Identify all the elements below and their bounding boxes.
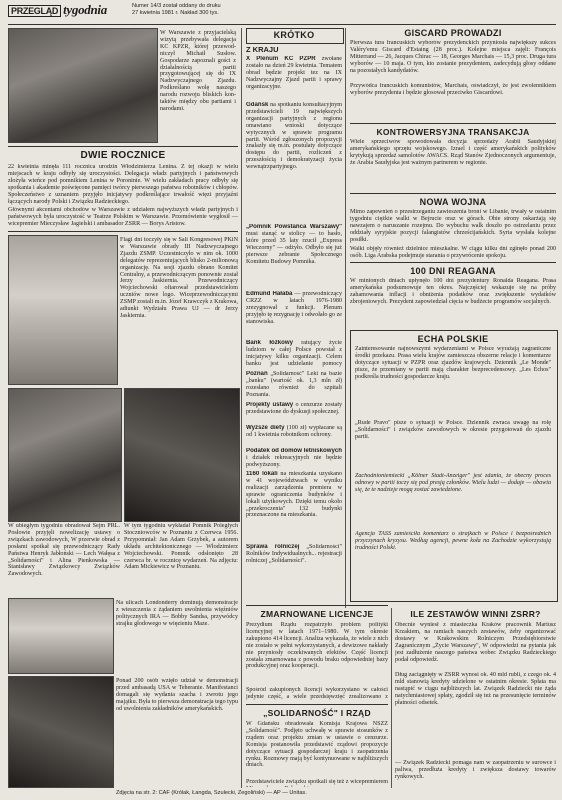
krotko-item-7-head: Projekty ustawy: [246, 402, 294, 408]
column-rule: [345, 28, 346, 608]
divider: [8, 231, 238, 232]
article-nowa-wojna-2: Walki objęły również dzielnice mieszkalne. W ciągu kilku dni zginęło ponad 200 osób. Liga Arabska podejmuje starania o przywrócenie spokoju.: [350, 246, 556, 259]
article-giscard: Pierwsza tura francuskich wyborów prezydenckich przyniosła największy sukces Valéry'emu Giscard d'Estaing (28 proc.). Kolejne miejsca zajęli: François Mitterrand — 26, Jacques Chirac — 18, Georges Marchais — 15,3 proc. Druga tura wyborów — 10 maja. O tym, kto zostanie prezydentem, zadecydują głosy oddane na pozostałych kandydatów.: [350, 40, 556, 74]
krotko-item-3-text: musi stanąć w stolicy — to hasło, które przed 35 laty rzucił „Express Wieczorny" — odżyło. Odbyło się już pierwsze zebranie Społecznego Komitetu Budowy Pomnika.: [246, 230, 342, 265]
krotko-item-9-head: Podatek od domów letniskowych: [246, 448, 342, 454]
caption-teheran: Ponad 200 osób wzięło udział w demonstracji przed ambasadą USA w Teheranie. Manifestanci domagali się wydania szacha i zwrotu jego majątku. Była to pierwsza demonstracja tego typu od uwolnienia zakładników amerykańskich.: [116, 678, 238, 712]
masthead-logo: [8, 2, 107, 18]
caption-zsmp: Flagi dni toczyły się w Sali Kongresowej PKiN w Warszawie obrady III Nadzwyczajnego Zjazdu ZSMP. Uczestniczyło w nim ok. 1000 delegatów reprezentujących blisko 2-milionową organizację. Na sesji zjazdu obrano Komitet Centralny, a przewodniczącym ponownie został Jerzy Jaskiernia. Przewodniczący Wojciechowski ofiarował przedstawicielom uczniów nowe logo. Wiceprzewodniczącymi ZSMP zostali m.in. Józef Krawczyk z Krakowa, adiunkt Wydziału Prawa UJ — dr Jerzy Jaskiernia.: [120, 237, 238, 319]
article-solidarnosc: W Gdańsku obradowała Komisja Krajowa NSZZ „Solidarność". Podjęto uchwałę w sprawie stosunków z rządem oraz projektu zmian w ustawie o cenzurze. Komisja postanowiła przedstawić rządowi propozycje dotyczące sytuacji gospodarczej kraju i zaopatrzenia rynku. Rozmowy mają być kontynuowane w najbliższych dniach.: [246, 721, 388, 769]
logo-box: PRZEGLĄD: [8, 5, 61, 17]
article-echa-2: „Rude Pravo" pisze o sytuacji w Polsce. Dziennik zwraca uwagę na rolę „Solidarności" i związków zawodowych w okresie przygotowań do zjazdu partii.: [355, 420, 551, 440]
krotko-item-9-text: i działek rekreacyjnych nie będzie podwyższony.: [246, 454, 342, 468]
article-transakcja: Wiele sprzeciwów spowodowała decyzja sprzedaży Arabii Saudyjskiej amerykańskiego sprzętu wojskowego. Izrael i część amerykańskich polityków krytykują sprzedaż samolotów AWACS. Rząd Stanów Zjednoczonych argumentuje, że Arabia Saudyjska jest ważnym partnerem w regionie.: [350, 139, 556, 166]
krotko-item-7-text: o cenzurze zostały przedstawione do dyskusji społecznej.: [246, 402, 342, 415]
krotko-item-11-text: „Solidarności" Rolników Indywidualnych... rejestracji rolniczej „Solidarności".: [246, 544, 342, 564]
krotko-item-6: [246, 371, 342, 399]
article-zsrr-2: Dług zaciągnięty w ZSRR wynosi ok. 40 mld rubli, z czego ok. 4 mld stanowią kredyty udzielone w ostatnim okresie. Spłata ma nastąpić w ciągu najbliższych lat. Związek Radziecki nie żąda natychmiastowej spłaty, zgodził się też na przesunięcie terminów płatności odsetek.: [395, 672, 556, 706]
krotko-item-10-text: na mieszkania uzyskano w 41 województwach w wyniku realizacji zarządzenia premiera w sprawie ograniczenia budynków i lokali użytkowych. Dzięki temu około „przekroczenia" 132 budynki przeznaczone na mieszkania.: [246, 471, 342, 519]
headline-nowa-wojna: NOWA WOJNA: [419, 197, 487, 207]
photo-sejm: [8, 388, 122, 522]
krotko-item-10-head: 1160 lokali: [246, 471, 278, 477]
article-echa-4: Agencja TASS zamieściła komentarz o strajkach w Polsce i bezpośrednich przyczynach kryzysu. Według agencji, pewne koła na Zachodzie wykorzystują trudności Polski.: [355, 531, 551, 551]
issue-line-1: Numer 14/3 został oddany do druku: [132, 3, 221, 9]
article-nowa-wojna: Mimo zapewnień o przestrzeganiu zawieszenia broni w Libanie, trwały w ostatnim tygodniu ciężkie walki w Bejrucie oraz w górach. Obie strony oskarżają się nawzajem o naruszanie rozejmu. Do wybuchu walk doszło po ostrzelaniu przez oddziały syryjskie pozycji falangistów chrześcijańskich. Syria wysłała kolejne posiłki.: [350, 209, 556, 243]
krotko-item-4: [246, 291, 342, 337]
krotko-item-1-text: zwołane zostało na dzień 29 kwietnia. Tematem obrad będzie projekt tez na IX Nadzwyczajny Zjazd partii i sprawy organizacyjne.: [246, 56, 342, 90]
article-dwie-rocznice: 22 kwietnia minęła 111 rocznica urodzin Włodzimierza Lenina. Z tej okazji w wielu miejscach w kraju odbyły się uroczystości. Delegacja władz partyjnych i państwowych złożyła wieńce pod pomnikiem Lenina w Poroninie. W wielu zakładach pracy odbyły się spotkania i akademie poświęcone pamięci twórcy pierwszego państwa robotników i chłopów. Społeczeństwo z uznaniem przyjęło inicjatywy podkreślające trwałość więzi przyjaźni łączących narody Polski i Związku Radzieckiego.: [8, 164, 238, 205]
article-echa: Zainteresowanie najnowszymi wydarzeniami w Polsce wyrażają zagraniczne środki przekazu. Prasa wielu krajów zamieszcza obszerne relacje i komentarze dotyczące sytuacji w PZPR oraz zjazdów krajowych. Dziennik „Le Monde" pisze, że przemiany w partii mają charakter bezprecedensowy. „Les Échos" podkreśla trudności gospodarcze kraju.: [355, 346, 551, 380]
krotko-item-4-text: — przewodniczący CRZZ w latach 1976-1980 zrezygnował z funkcji. Plenum przyjęło tę rezygnację i odwołało go ze stanowiska.: [246, 291, 342, 325]
article-reagan: W minionych dniach upłynęło 100 dni prezydentury Ronalda Reagana. Prasa amerykańska podsumowuje ten okres. Najczęściej wskazuje się na próby zahamowania inflacji i obniżenia podatków oraz zwiększenie wydatków zbrojeniowych. Prezydent zapowiedział cięcia w budżecie programów socjalnych.: [350, 278, 556, 305]
article-zsrr: Obecnie wyniesł z miasteczka Kraków pracownik Mariusz Krzakiem, na ramiach naszych zestawów, żeby organizować dostawy w Krakowskim Rolniczym Przedsiębiorstwie Zagranicznym „Życie Warszawy", W odpowiedzi na pytania jak jest zadłużenie naszego państwa wobec Związku Radzieckiego podał odpowiedź.: [395, 622, 556, 663]
krotko-item-10: [246, 471, 342, 541]
headline-reagan: 100 DNI REAGANA: [410, 266, 496, 276]
photo-delegation: [8, 28, 158, 143]
divider: [350, 123, 556, 124]
krotko-item-8-text: (100 zł) wypłacane są od 1 kwietnia robotnikom ochrony.: [246, 425, 342, 438]
krotko-item-4-head: Edmund Hałaba: [246, 291, 293, 297]
column-rule: [391, 608, 392, 788]
caption-sejm: W ubiegłym tygodniu obradował Sejm PRL. Posłowie przyjęli nowelizację ustawy o związkach zawodowych, W przerwie obrad z posłami spotkał się przewodniczący Rady Państwa Henryk Jabłoński — Lech Wałęsa z „Solidarności" i Alina Pienkowska — Stanisławy Związkowcy Związków Zawodowych.: [8, 523, 120, 578]
headline-dwie-rocznice: DWIE ROCZNICE: [80, 150, 166, 161]
article-giscard-2: Przywódca francuskich komunistów, Marchais, oświadczył, że jest zwolennikiem wyborów prezydenta i będzie głosował przeciwko Giscardowi.: [350, 83, 556, 96]
photo-credits: Zdjęcia na str. 2: CAF (Królak, Łangda, Szulecki, Zegoliński) — AP — Unitas.: [116, 790, 307, 796]
krotko-item-2-text: na spotkaniu konsultacyjnym przedstawicieli 19 największych organizacji partyjnych z regionu omawiano wnioski dotyczące wytycznych w sprawie programu partii. Wśród zgłoszonych propozycji znalazły się m.in. postulaty dotyczące dostępu do partii, rozliczeń z przeszłością i demokratyzacji życia wewnątrzpartyjnego.: [246, 102, 342, 171]
divider: [246, 605, 388, 606]
krotko-item-11: [246, 544, 342, 600]
divider: [8, 146, 238, 147]
article-licencje: Prezydium Rządu rozpatrzyło problem polityki licencyjnej w latach 1971–1980. W tym okresie zakupiono 414 licencji. Analiza wykazała, że wiele z nich nie zostało w pełni wykorzystanych, a dewizowe nakłady nie przyniosły oczekiwanych efektów. Część licencji została zmarnowana z powodu braku odpowiedniej bazy produkcyjnej oraz kooperacji.: [246, 622, 388, 670]
krotko-item-1-head: X Plenum KC PZPR: [246, 56, 316, 62]
krotko-item-9: [246, 448, 342, 468]
article-echa-3: Zachodnioniemiecki „Kölner Stadt-Anzeiger" jest zdania, że obecny proces odnowy w partii toczy się pod presją członków. Wielu ludzi — dodaje — obawia się, że te nadzieje mogą zostać zawiedzione.: [355, 473, 551, 493]
subhead-z-kraju: Z KRAJU: [246, 45, 279, 54]
logo-text: tygodnia: [63, 2, 107, 17]
krotko-item-5-text: ratujący życie ludziom w całej Polsce powstał z inicjatywy kilku organizacji. Celem banku jest udzielanie pomocy: [246, 340, 342, 367]
article-solidarnosc-2: Przedstawiciele związku spotkali się też z wicepremierem: [246, 779, 388, 785]
headline-licencje: ZMARNOWANE LICENCJE: [260, 609, 374, 619]
krotko-item-2: [246, 102, 342, 220]
photo-pomnik: [124, 388, 240, 522]
krotko-item-3: [246, 224, 342, 288]
krotko-item-2-head: Gdańsk: [246, 102, 269, 108]
krotko-item-8-head: Wyższe diety: [246, 425, 285, 431]
photo-portrait: [8, 235, 118, 385]
krotko-item-5: [246, 340, 342, 368]
krotko-item-11-head: Sprawa rolniczej: [246, 544, 300, 550]
issue-line-2: 27 kwietnia 1981 r. Nakład 300 tys.: [132, 9, 219, 16]
photo-teheran: [8, 676, 114, 788]
article-licencje-2: Spośród zakupionych licencji wykorzystano w całości jedynie część, a wiele przedsięwzięć zrealizowano z: [246, 687, 388, 700]
krotko-item-6-text: „Solidarność" Leki na bazie „banku" (wartość ok. 1,3 mln zł) rozesłano również do szpitali Poznania.: [246, 371, 342, 398]
headline-echa: ECHA POLSKIE: [417, 334, 489, 344]
headline-transakcja: KONTROWERSYJNA TRANSAKCJA: [376, 127, 530, 137]
headline-krotko: KRÓTKO: [273, 30, 315, 40]
krotko-item-6-head: Poznań: [246, 371, 268, 377]
caption-pomnik: W tym tygodniu wykładał Pomnik Poległych Stoczniowców w Poznaniu z Czerwca 1956. Przypomniał: Jan Adam Grzybek, a autorem układu architektonicznego — Włodzimierz Wojciechowski. Pomnik odsłonięto 28 czerwca br. w rocznicę wydarzeń. Na zdjęciu: Adam Mickiewicz w Poznaniu.: [124, 523, 238, 571]
photo-londonderry: [8, 598, 114, 674]
krotko-item-5-head: Bank łóżkowy: [246, 340, 294, 346]
divider: [350, 193, 556, 194]
krotko-item-7: [246, 402, 342, 422]
column-rule: [241, 28, 242, 788]
divider: [350, 262, 556, 263]
issue-info: [132, 3, 292, 16]
headline-zsrr: ILE ZESTAWÓW WINNI ZSRR?: [410, 609, 541, 619]
headline-giscard: GISCARD PROWADZI: [404, 28, 502, 38]
caption-delegation: W Warszawie z przyjacielską wizytą przebywała delegacja KC KPZR, której przewodniczył Michaił Susłow. Gospodarze zapoznali gości z działalnością partii przygotowującej się do IX Nadzwyczajnego Zjazdu. Podkreślano wolę naszego narodu rozwoju bliskich kontaktów między obu partiami i narodami.: [160, 30, 236, 112]
krotko-item-1: [246, 56, 342, 100]
krotko-item-8: [246, 425, 342, 445]
divider: [246, 704, 388, 705]
krotko-item-3-head: „Pomnik Powstańca Warszawy": [246, 224, 342, 230]
article-dwie-rocznice-2: Głównymi akcentami obchodów w Warszawie z udziałem najwyższych władz partyjnych i państwowych była uroczystość w Teatrze Polskim w Warszawie. Przemówienie wygłosił — wicepremier Mieczysław Jagielski i ambasador ZSRR — Borys Aristow.: [8, 207, 238, 227]
article-zsrr-3: — Związek Radziecki pomaga nam w zaopatrzeniu w surowce i paliwa, przedłuża kredyty i zwiększa dostawy towarów rynkowych.: [395, 760, 556, 780]
caption-londonderry: Na ulicach Londonderry dominują demonstracje z wieszczenia z żądaniem uwolnienia więźniów politycznych IRA — Bobby Sandsa, przywódcy strajku głodowego w więzieniu Maze.: [116, 600, 238, 627]
headline-solidarnosc: „SOLIDARNOŚĆ" I RZĄD: [263, 708, 371, 718]
